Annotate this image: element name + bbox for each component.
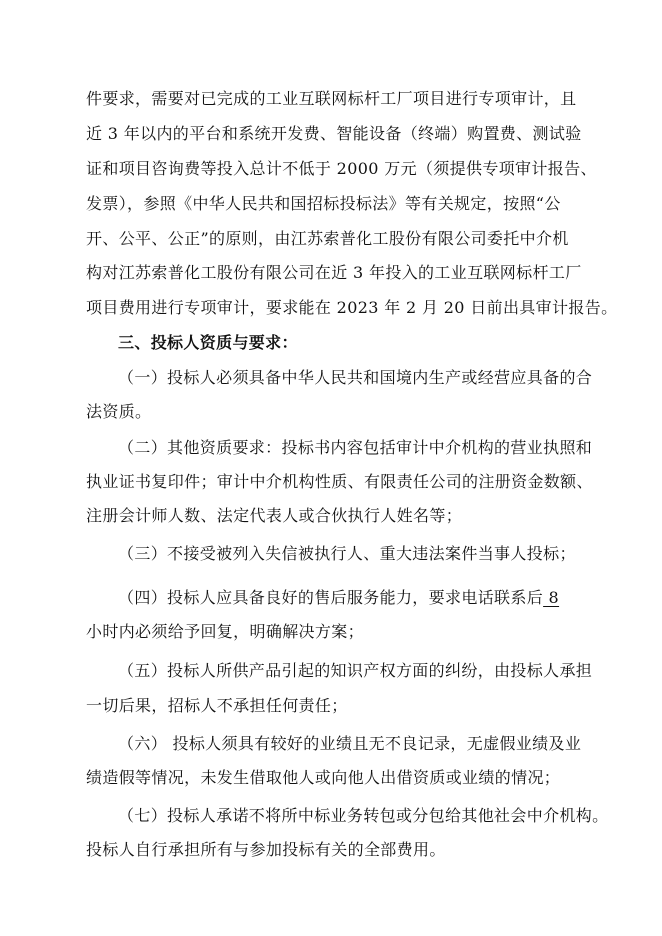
requirement-line: 法资质。 (86, 402, 152, 421)
requirement-line: （二）其他资质要求：投标书内容包括审计中介机构的营业执照和 (118, 438, 593, 457)
requirement-line: 注册会计师人数、法定代表人或合伙执行人姓名等； (86, 506, 463, 525)
requirement-line: 绩造假等情况，未发生借取他人或向他人出借资质或业绩的情况； (86, 768, 561, 787)
intro-line: 构对江苏索普化工股份有限公司在近 3 年投入的工业互联网标杆工厂 (86, 263, 582, 282)
requirement-line: 投标人自行承担所有与参加投标有关的全部费用。 (86, 840, 446, 859)
intro-line: 证和项目咨询费等投入总计不低于 2000 万元（须提供专项审计报告、 (86, 159, 597, 178)
intro-line: 件要求，需要对已完成的工业互联网标杆工厂项目进行专项审计，且 (86, 89, 577, 108)
requirement-line (118, 588, 559, 608)
requirement-line: （七）投标人承诺不将所中标业务转包或分包给其他社会中介机构。 (118, 806, 609, 825)
section-heading: 三、投标人资质与要求： (118, 333, 298, 352)
requirement-line: （一）投标人必须具备中华人民共和国境内生产或经营应具备的合 (118, 368, 593, 387)
requirement-line: （三）不接受被列入失信被执行人、重大违法案件当事人投标； (118, 544, 576, 563)
requirement-line: 小时内必须给予回复，明确解决方案； (86, 622, 364, 641)
intro-line: 开、公平、公正”的原则，由江苏索普化工股份有限公司委托中介机 (86, 229, 569, 248)
requirement-text: （四）投标人应具备良好的售后服务能力，要求电话联系后 (118, 588, 544, 607)
intro-line: 发票），参照《中华人民共和国招标投标法》等有关规定，按照“公 (86, 194, 561, 213)
requirement-line: （五）投标人所供产品引起的知识产权方面的纠纷，由投标人承担 (118, 661, 593, 680)
requirement-line: （六） 投标人须具有较好的业绩且无不良记录，无虚假业绩及业 (118, 734, 582, 753)
intro-line: 近 3 年以内的平台和系统开发费、智能设备（终端）购置费、测试验 (86, 124, 582, 143)
response-hours-value: 8 (543, 588, 560, 607)
intro-line: 项目费用进行专项审计，要求能在 2023 年 2 月 20 日前出具审计报告。 (86, 298, 618, 317)
requirement-line: 执业证书复印件；审计中介机构性质、有限责任公司的注册资金数额、 (86, 472, 593, 491)
requirement-line: 一切后果，招标人不承担任何责任； (86, 696, 348, 715)
